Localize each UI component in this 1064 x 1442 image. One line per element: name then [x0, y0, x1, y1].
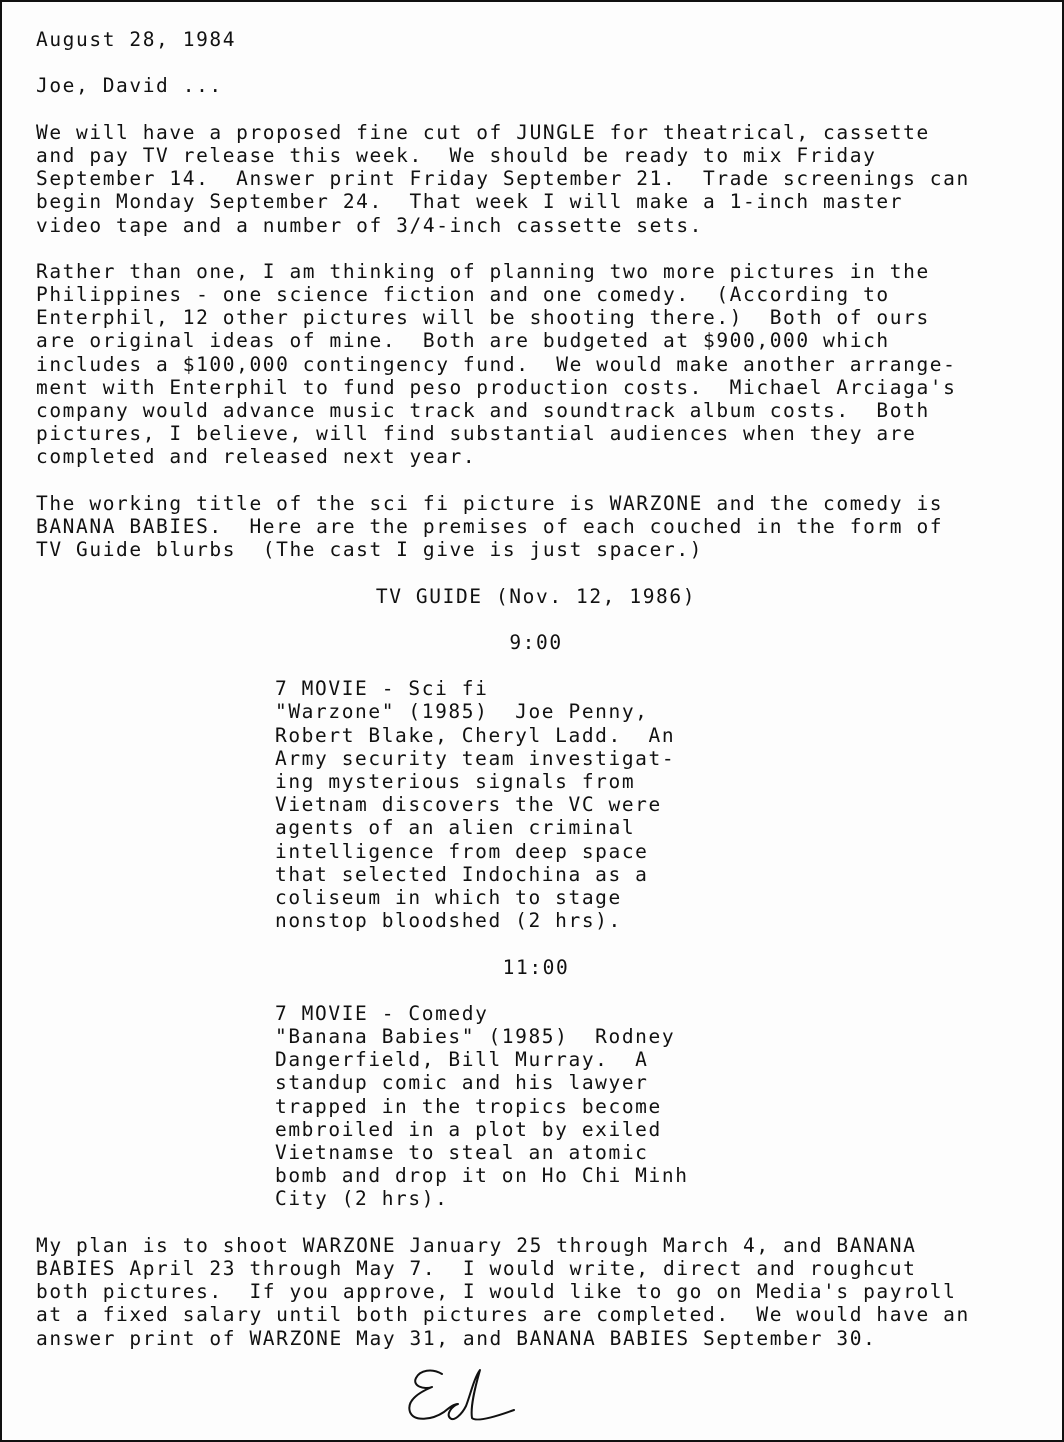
letter-date: August 28, 1984 [36, 28, 237, 51]
listing-line: agents of an alien criminal [275, 816, 636, 840]
salutation: Joe, David ... [36, 74, 223, 98]
listing-line: bomb and drop it on Ho Chi Minh [275, 1164, 689, 1188]
paragraph-1 [36, 121, 1036, 237]
paragraph-2 [36, 260, 1036, 469]
time-slot-2: 11:00 [502, 955, 570, 979]
tv-guide-heading: TV GUIDE (Nov. 12, 1986) [375, 584, 697, 608]
paragraph-line: at a fixed salary until both pictures are completed. We would have an [36, 1303, 970, 1327]
paragraph-line: and pay TV release this week. We should be ready to mix Friday [36, 143, 877, 167]
letter-body [36, 28, 1036, 1350]
paragraph-line: The working title of the sci fi picture is WARZONE and the comedy is [36, 491, 944, 515]
paragraph-line: TV Guide blurbs (The cast I give is just spacer.) [36, 538, 703, 562]
paragraph-line: Enterphil, 12 other pictures will be shooting there.) Both of ours [36, 306, 930, 330]
listing-line: 7 MOVIE - Sci fi [275, 677, 489, 701]
listing-warzone [275, 677, 1036, 932]
listing-line: Dangerfield, Bill Murray. A [275, 1048, 649, 1072]
listing-line: "Banana Babies" (1985) Rodney [275, 1025, 676, 1049]
paragraph-line: are original ideas of mine. Both are budgeted at $900,000 which [36, 329, 890, 353]
listing-line: 7 MOVIE - Comedy [275, 1001, 489, 1025]
listing-line: that selected Indochina as a [275, 862, 649, 886]
time-slot-1: 9:00 [509, 630, 563, 654]
paragraph-line: Philippines - one science fiction and one comedy. (According to [36, 283, 890, 307]
listing-line: Vietnam discovers the VC were [275, 793, 662, 817]
paragraph-line: Rather than one, I am thinking of planning two more pictures in the [36, 259, 930, 283]
paragraph-line: includes a $100,000 contingency fund. We would make another arrange- [36, 352, 957, 376]
paragraph-line: September 14. Answer print Friday September 21. Trade screenings can [36, 167, 970, 191]
paragraph-line: My plan is to shoot WARZONE January 25 through March 4, and BANANA [36, 1233, 917, 1257]
paragraph-line: BABIES April 23 through May 7. I would write, direct and roughcut [36, 1256, 917, 1280]
paragraph-line: We will have a proposed fine cut of JUNGLE for theatrical, cassette [36, 120, 930, 144]
listing-line: embroiled in a plot by exiled [275, 1117, 662, 1141]
listing-line: intelligence from deep space [275, 839, 649, 863]
paragraph-line: ment with Enterphil to fund peso production costs. Michael Arciaga's [36, 375, 957, 399]
listing-line: Vietnamse to steal an atomic [275, 1141, 649, 1164]
listing-line: standup comic and his lawyer [275, 1071, 649, 1095]
listing-line: trapped in the tropics become [275, 1094, 662, 1118]
listing-banana-babies [275, 1002, 1036, 1211]
paragraph-line: completed and released next year. [36, 445, 477, 469]
listing-line: Robert Blake, Cheryl Ladd. An [275, 723, 676, 747]
listing-line: ing mysterious signals from [275, 770, 636, 793]
paragraph-line: BANANA BABIES. Here are the premises of each couched in the form of [36, 514, 944, 538]
listing-line: coliseum in which to stage [275, 885, 622, 909]
paragraph-line: company would advance music track and soundtrack album costs. Both [36, 399, 930, 422]
listing-line: Army security team investigat- [275, 746, 676, 770]
signature-ed [402, 1360, 532, 1430]
paragraph-line: begin Monday September 24. That week I will make a 1-inch master [36, 190, 904, 214]
paragraph-line: answer print of WARZONE May 31, and BANANA BABIES September 30. [36, 1326, 877, 1350]
paragraph-4 [36, 1234, 1036, 1350]
listing-line: nonstop bloodshed (2 hrs). [275, 909, 622, 933]
paragraph-line: pictures, I believe, will find substantial audiences when they are [36, 422, 917, 446]
paragraph-line: video tape and a number of 3/4-inch cassette sets. [36, 213, 703, 237]
listing-line: City (2 hrs). [275, 1187, 449, 1211]
paragraph-line: both pictures. If you approve, I would like to go on Media's payroll [36, 1280, 957, 1304]
paragraph-3 [36, 492, 1036, 562]
listing-line: "Warzone" (1985) Joe Penny, [275, 700, 649, 724]
